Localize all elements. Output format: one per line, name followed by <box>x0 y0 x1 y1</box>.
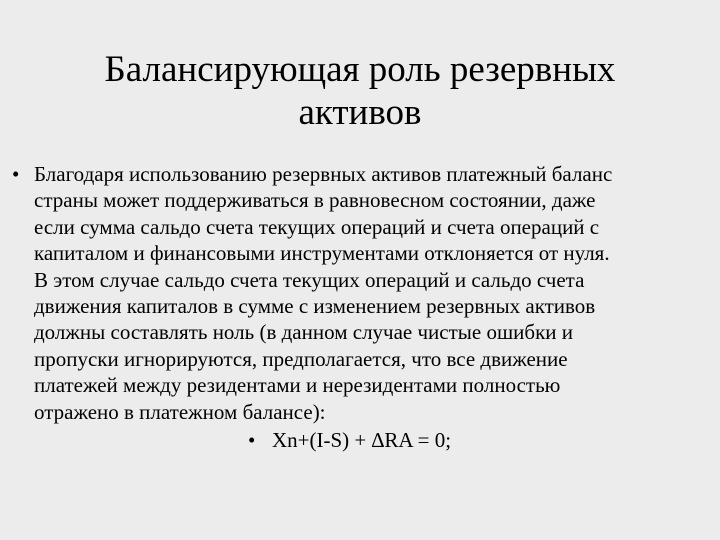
paragraph-line-7: должны составлять ноль (в данном случае чистые ошибки и <box>34 320 573 345</box>
paragraph-line-1: Благодаря использованию резервных активов платежный баланс <box>34 162 613 186</box>
formula-text: Xn+(I-S) + ∆RA = 0; <box>272 428 452 453</box>
title-line-1: Балансирующая роль резервных <box>104 49 616 90</box>
formula-bullet-item <box>12 427 708 453</box>
slide-body <box>12 161 708 453</box>
paragraph-line-6: движения капиталов в сумме с изменением резервных активов <box>34 294 596 319</box>
slide-title <box>60 48 660 134</box>
paragraph-line-8: пропуски игнорируются, предполагается, что все движение <box>34 346 568 371</box>
paragraph-line-5: В этом случае сальдо счета текущих операций и сальдо счета <box>34 267 585 292</box>
paragraph-line-4: капиталом и финансовыми инструментами отклоняется от нуля. <box>34 241 610 266</box>
formula-bullet-icon: • <box>248 428 256 453</box>
bullet-paragraph <box>34 161 708 425</box>
paragraph-line-10: отражено в платежном балансе): <box>34 399 326 424</box>
title-line-2: активов <box>298 92 422 133</box>
bullet-icon: • <box>12 162 20 186</box>
paragraph-line-9: платежей между резидентами и нерезидентами полностью <box>34 373 561 398</box>
paragraph-line-3: если сумма сальдо счета текущих операций и счета операций с <box>34 214 600 239</box>
paragraph-line-2: страны может поддерживаться в равновесном состоянии, даже <box>34 188 596 213</box>
main-bullet-item <box>12 161 708 425</box>
